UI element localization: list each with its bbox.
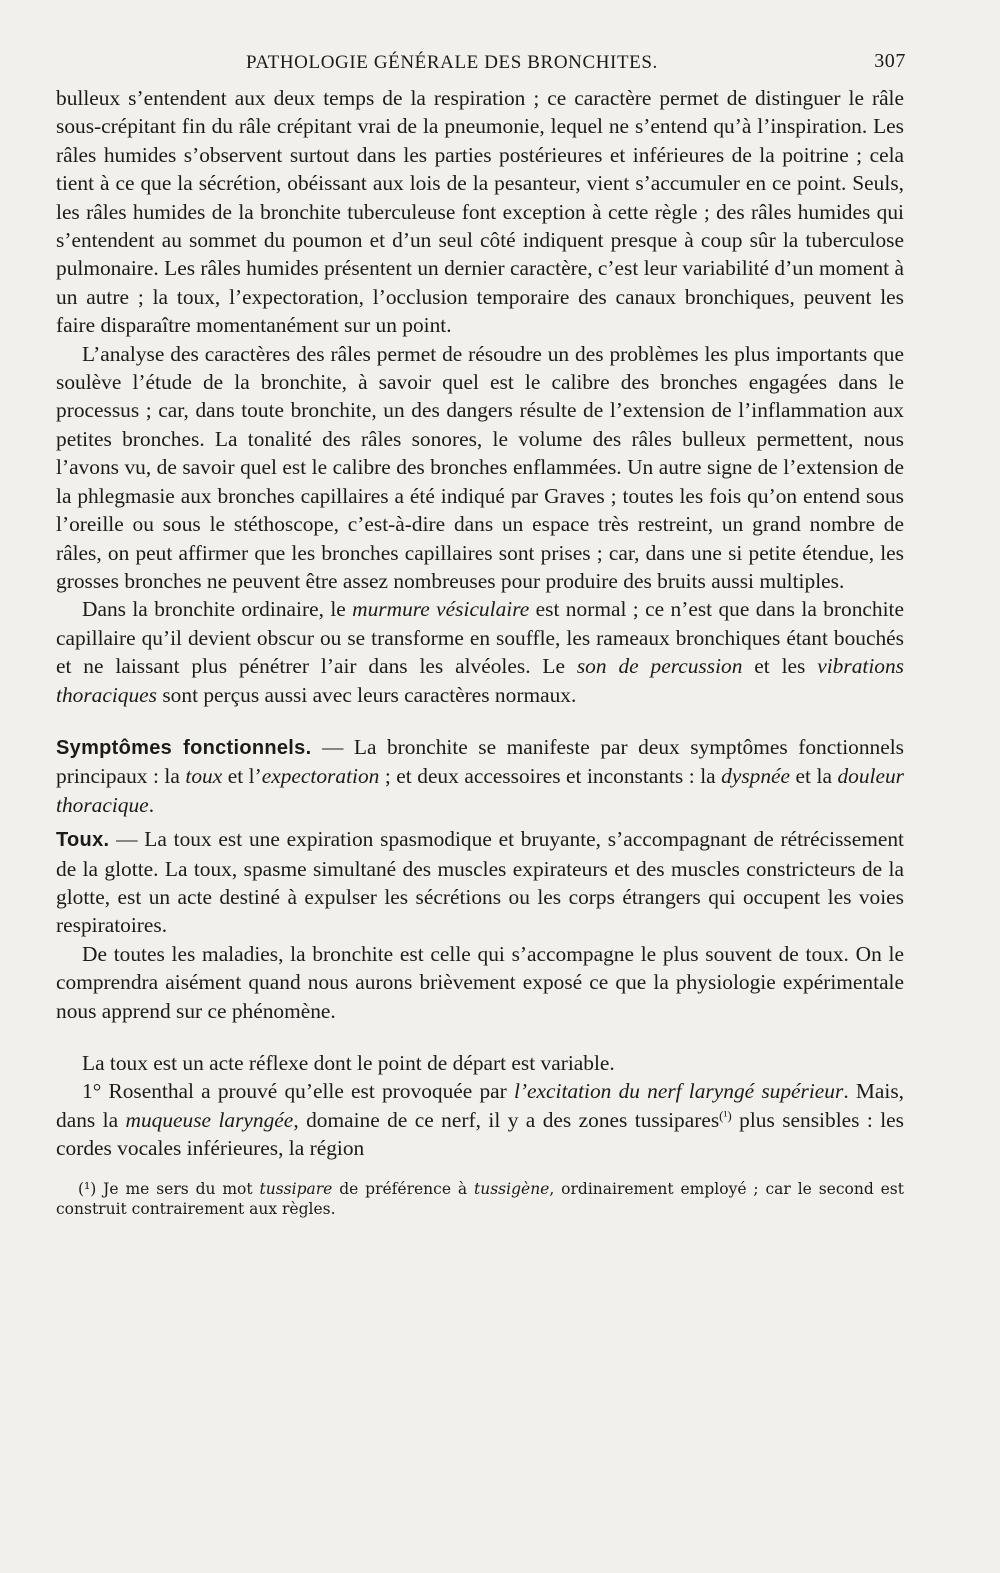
footnote-text (56, 1179, 904, 1219)
italic-term: tussigène (474, 1179, 550, 1198)
section-heading: Symptômes fonctionnels. (56, 736, 312, 759)
running-header (56, 48, 904, 76)
paragraph-murmure-vesiculaire (56, 595, 904, 709)
italic-term: expectoration (261, 764, 380, 789)
italic-term: tussipare (259, 1179, 333, 1198)
text-run: et l’ (222, 764, 262, 789)
text-run: 1° Rosenthal a prouvé qu’elle est provoquée par (82, 1079, 514, 1104)
paragraph-rales-continued (56, 84, 904, 340)
text-run: sont perçus aussi avec leurs caractères normaux. (157, 682, 577, 707)
text-run: , ordinairement employé ; car le second est construit contrairement aux règles. (56, 1179, 904, 1218)
page-number: 307 (874, 50, 906, 72)
paragraph-text: — La toux est une expiration spasmodique et bruyante, s’accompagnant de rétrécissement de la glotte. La toux, spasme simultané des muscles expirateurs et des muscles constricteurs de la glotte, est un acte destiné à expulser les sécrétions ou les corps étrangers qui occupent les voies respiratoires. (56, 827, 904, 938)
italic-term: l’excitation du nerf laryngé supérieur (513, 1079, 844, 1104)
text-run: de préférence à (332, 1179, 475, 1198)
italic-term: toux (185, 764, 223, 789)
paragraph-analyse-des-rales (56, 340, 904, 596)
text-run: , domaine de ce nerf, il y a des zones tussipares (293, 1107, 720, 1132)
paragraph-toux (56, 825, 904, 940)
text-run: plus sensibles : les cordes vocales inférieures, la région (56, 1107, 905, 1161)
text-run: . Mais, dans la (56, 1079, 904, 1132)
footnote-reference: (¹) (719, 1107, 732, 1123)
paragraph-text: bulleux s’entendent aux deux temps de la respiration ; ce caractère permet de distinguer le râle sous-crépitant fin du râle crépitant vrai de la pneumonie, lequel ne s’entend qu’à l’inspiration. Les râles humides s’observent surtout dans les parties postérieures et inférieures de la poitrine ; cela tient à ce que la sécrétion, obéissant aux lois de la pesanteur, vient s’accumuler en ce point. Seuls, les râles humides de la bronchite tuberculeuse font exception à cette règle ; des râles humides qui s’entendent au sommet du poumon et d’un seul côté indiquent presque à coup sûr la tuberculose pulmonaire. Les râles humides présentent un dernier caractère, c’est leur variabilité d’un moment à un autre ; la toux, l’expectoration, l’occlusion temporaire des canaux bronchiques, peuvent les faire disparaître momentanément sur un point. (56, 86, 904, 338)
paragraph-rosenthal (56, 1077, 904, 1162)
italic-term: murmure vésiculaire (352, 597, 530, 622)
italic-term: muqueuse laryngée (125, 1107, 294, 1132)
footnote (56, 1179, 904, 1219)
paragraph-text: L’analyse des caractères des râles permet de résoudre un des problèmes les plus importants que soulève l’étude de la bronchite, à savoir quel est le calibre des bronches engagées dans le processus ; car, dans toute bronchite, un des dangers résulte de l’extension de l’inflammation aux petites bronches. La tonalité des râles sonores, le volume des râles bulleux permettent, nous l’avons vu, de savoir quel est le calibre des bronches enflammées. Un autre signe de l’extension de la phlegmasie aux bronches capillaires a été indiqué par Graves ; toutes les fois qu’on entend sous l’oreille ou sous le stéthoscope, c’est-à-dire dans un espace très restreint, un grand nombre de râles, on peut affirmer que les bronches capillaires sont prises ; car, dans une si petite étendue, les grosses bronches ne peuvent être assez nombreuses pour produire des bruits aussi multiples. (56, 341, 904, 593)
italic-term: son de percussion (576, 654, 743, 679)
paragraph-text: De toutes les maladies, la bronchite est celle qui s’accompagne le plus souvent de toux. On le comprendra aisément quand nous aurons brièvement exposé ce que la physiologie expérimentale nous apprend sur ce phénomène. (56, 941, 904, 1023)
italic-term: vibrations thoraciques (56, 654, 904, 707)
text-run: (¹) Je me sers du mot (78, 1179, 260, 1198)
text-run: — La bronchite se manifeste par deux symptômes fonctionnels principaux : la (56, 734, 904, 789)
text-run: . (148, 792, 155, 817)
text-run: et la (790, 764, 838, 789)
text-run: Dans la bronchite ordinaire, le (82, 597, 353, 622)
text-run: est normal ; ce n’est que dans la bronchite capillaire qu’il devient obscur ou se transforme en souffle, les rameaux bronchiques étant bouchés et ne laissant plus pénétrer l’air dans les alvéoles. Le (56, 597, 904, 679)
subsection-heading: Toux. (56, 829, 110, 852)
body-text (56, 84, 904, 1163)
text-run: et les (742, 654, 818, 679)
italic-term: dyspnée (721, 764, 791, 789)
paragraph-maladies (56, 940, 904, 1025)
paragraph-text: La toux est un acte réflexe dont le point de départ est variable. (82, 1051, 615, 1075)
paragraph-symptomes-fonctionnels (56, 733, 904, 819)
italic-term: douleur thoracique (56, 764, 904, 817)
running-title: PATHOLOGIE GÉNÉRALE DES BRONCHITES. (246, 52, 658, 73)
text-run: ; et deux accessoires et inconstants : la (379, 764, 722, 789)
paragraph-acte-reflexe (56, 1049, 904, 1077)
